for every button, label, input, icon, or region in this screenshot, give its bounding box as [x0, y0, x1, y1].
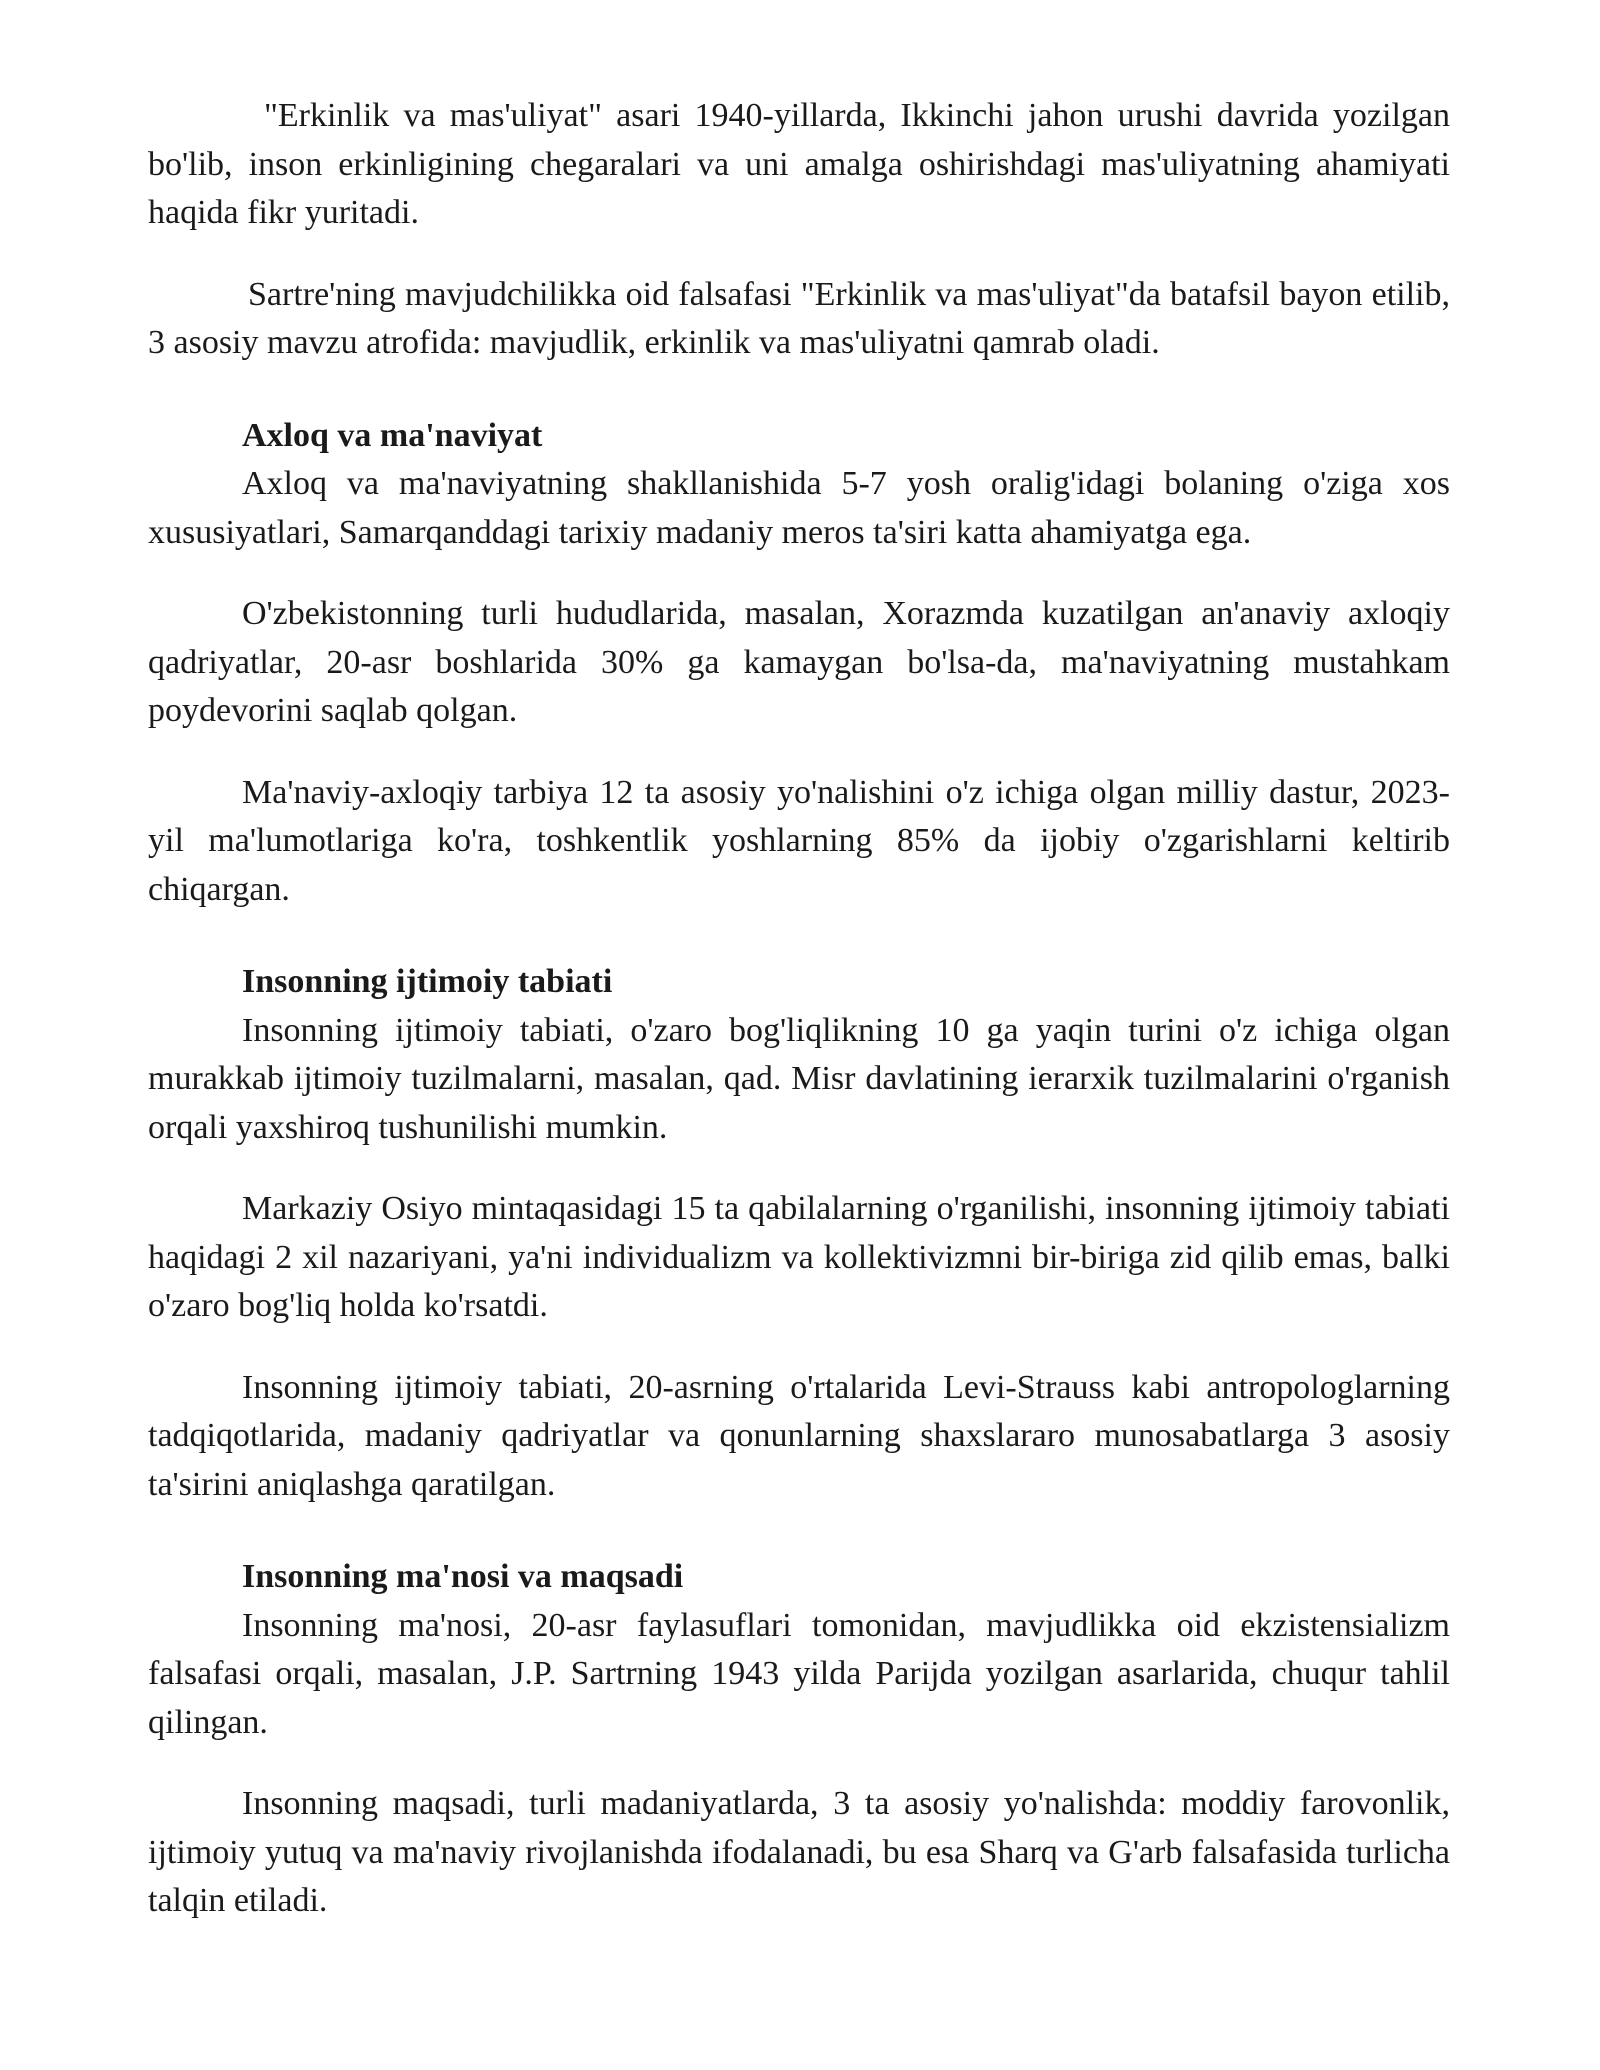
body-paragraph: Ma'naviy-axloqiy tarbiya 12 ta asosiy yo'nalishini o'z ichiga olgan milliy dastur, 2023-yil ma'lumotlariga ko'ra, toshkentlik yoshlarning 85% da ijobiy o'zgarishlarni keltirib chiqargan. [148, 773, 1450, 908]
section-insonning-ijtimoiy-tabiati [148, 958, 1450, 1509]
section-heading: Axloq va ma'naviyat [242, 416, 543, 454]
body-paragraph: O'zbekistonning turli hududlarida, masalan, Xorazmda kuzatilgan an'anaviy axloqiy qadriyatlar, 20-asr boshlarida 30% ga kamaygan bo'lsa-da, ma'naviyatning mustahkam poydevorini saqlab qolgan. [148, 595, 1450, 729]
section-heading: Insonning ma'nosi va maqsadi [242, 1558, 684, 1595]
body-paragraph: Insonning ijtimoiy tabiati, 20-asrning o'rtalarida Levi-Strauss kabi antropologlarning tadqiqotlarida, madaniy qadriyatlar va qonunlarning shaxslararo munosabatlarga 3 asosiy ta'sirini aniqlashga qaratilgan. [148, 1368, 1450, 1503]
section-insonning-manosi-va-maqsadi [148, 1553, 1450, 1926]
document-page [148, 92, 1450, 1959]
intro-paragraph: "Erkinlik va mas'uliyat" asari 1940-yillarda, Ikkinchi jahon urushi davrida yozilgan bo'lib, inson erkinligining chegaralari va uni amalga oshirishdagi mas'uliyatning ahamiyati haqida fikr yuritadi. [148, 97, 1450, 231]
body-paragraph: Insonning maqsadi, turli madaniyatlarda, 3 ta asosiy yo'nalishda: moddiy farovonlik, ijtimoiy yutuq va ma'naviy rivojlanishda ifodalanadi, bu esa Sharq va G'arb falsafasida turlicha talqin etiladi. [148, 1785, 1450, 1919]
section-axloq-va-manaviyat [148, 412, 1450, 915]
body-paragraph: Insonning ijtimoiy tabiati, o'zaro bog'liqlikning 10 ga yaqin turini o'z ichiga olgan murakkab ijtimoiy tuzilmalarni, masalan, qad. Misr davlatining ierarxik tuzilmalarini o'rganish orqali yaxshiroq tushunilishi mumkin. [148, 1011, 1450, 1146]
body-paragraph: Axloq va ma'naviyatning shakllanishida 5-7 yosh oralig'idagi bolaning o'ziga xos xususiyatlari, Samarqanddagi tarixiy madaniy meros ta'siri katta ahamiyatga ega. [148, 465, 1450, 551]
section-heading: Insonning ijtimoiy tabiati [242, 963, 613, 1000]
intro-paragraph: Sartre'ning mavjudchilikka oid falsafasi "Erkinlik va mas'uliyat"da batafsil bayon etilib, 3 asosiy mavzu atrofida: mavjudlik, erkinlik va mas'uliyatni qamrab oladi. [148, 275, 1450, 361]
body-paragraph: Insonning ma'nosi, 20-asr faylasuflari tomonidan, mavjudlikka oid ekzistensializm falsafasi orqali, masalan, J.P. Sartrning 1943 yilda Parijda yozilgan asarlarida, chuqur tahlil qilingan. [148, 1606, 1450, 1741]
body-paragraph: Markaziy Osiyo mintaqasidagi 15 ta qabilalarning o'rganilishi, insonning ijtimoiy tabiati haqidagi 2 xil nazariyani, ya'ni individualizm va kollektivizmni bir-biriga zid qilib emas, balki o'zaro bog'liq holda ko'rsatdi. [148, 1190, 1450, 1324]
